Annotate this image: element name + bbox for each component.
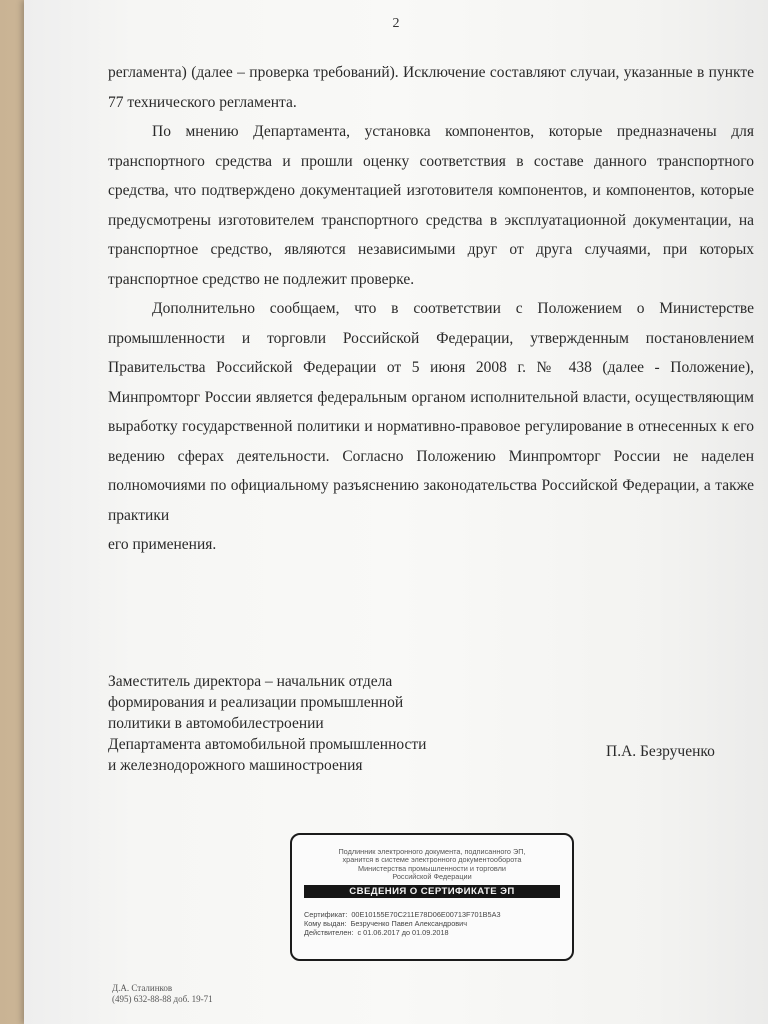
stamp-note-line: хранится в системе электронного документооборота	[342, 855, 522, 865]
certificate-details	[304, 910, 572, 938]
issued-to-value: Безрученко Павел Александрович	[350, 919, 468, 929]
validity-value: с 01.06.2017 до 01.09.2018	[357, 928, 449, 938]
electronic-signature-stamp	[290, 833, 574, 961]
signer-name: П.А. Безрученко	[606, 743, 715, 760]
certificate-row	[304, 910, 572, 919]
signatory-position	[108, 671, 528, 776]
stamp-banner: СВЕДЕНИЯ О СЕРТИФИКАТЕ ЭП	[304, 885, 560, 898]
validity-row	[304, 928, 572, 937]
position-line: и железнодорожного машиностроения	[108, 757, 363, 774]
executor-name: Д.А. Сталинков	[112, 983, 173, 993]
executor-info	[112, 983, 213, 1005]
issued-to-row	[304, 919, 572, 928]
certificate-label: Сертификат:	[304, 909, 348, 919]
certificate-value: 00E10155E70C211E78D06E00713F701B5A3	[351, 909, 501, 919]
letter-body	[108, 58, 754, 560]
position-line: политики в автомобилестроении	[108, 715, 324, 732]
position-line: Департамента автомобильной промышленности	[108, 736, 427, 753]
validity-label: Действителен:	[304, 928, 354, 938]
document-page	[24, 0, 768, 1024]
paragraph-department-opinion: По мнению Департамента, установка компонентов, которые предназначены для транспортного средства и прошли оценку соответствия в составе данного транспортного средства, что подтверждено документацией изготовителя компонентов, и компонентов, которые предусмотрены изготовителем транспортного средства в эксплуатационной документации, на транспортное средство, являются независимыми друг от друга случаями, при которых транспортное средство не подлежит проверке.	[108, 123, 754, 288]
stamp-note	[292, 848, 572, 882]
position-line: Заместитель директора – начальник отдела	[108, 673, 393, 690]
position-line: формирования и реализации промышленной	[108, 694, 404, 711]
stamp-note-line: Российской Федерации	[392, 872, 472, 882]
paragraph-continuation: регламента) (далее – проверка требований). Исключение составляют случаи, указанные в пункте 77 технического регламента.	[108, 64, 754, 111]
paragraph-ending: его применения.	[108, 536, 217, 553]
stamp-note-line: Министерства промышленности и торговли	[358, 863, 506, 873]
executor-phone: (495) 632-88-88 доб. 19-71	[112, 994, 213, 1004]
paragraph-additional-info: Дополнительно сообщаем, что в соответствии с Положением о Министерстве промышленности и торговли Российской Федерации, утвержденным постановлением Правительства Российской Федерации от 5 июня 2008 г. № 438 (далее - Положение), Минпромторг России является федеральным органом исполнительной власти, осуществляющим выработку государственной политики и нормативно-правовое регулирование в отнесенных к его ведению сферах деятельности. Согласно Положению Минпромторг России не наделен полномочиями по официальному разъяснению законодательства Российской Федерации, а также практики	[108, 300, 754, 524]
page-number: 2	[392, 16, 400, 31]
stamp-note-line: Подлинник электронного документа, подписанного ЭП,	[338, 847, 526, 856]
issued-to-label: Кому выдан:	[304, 919, 347, 929]
